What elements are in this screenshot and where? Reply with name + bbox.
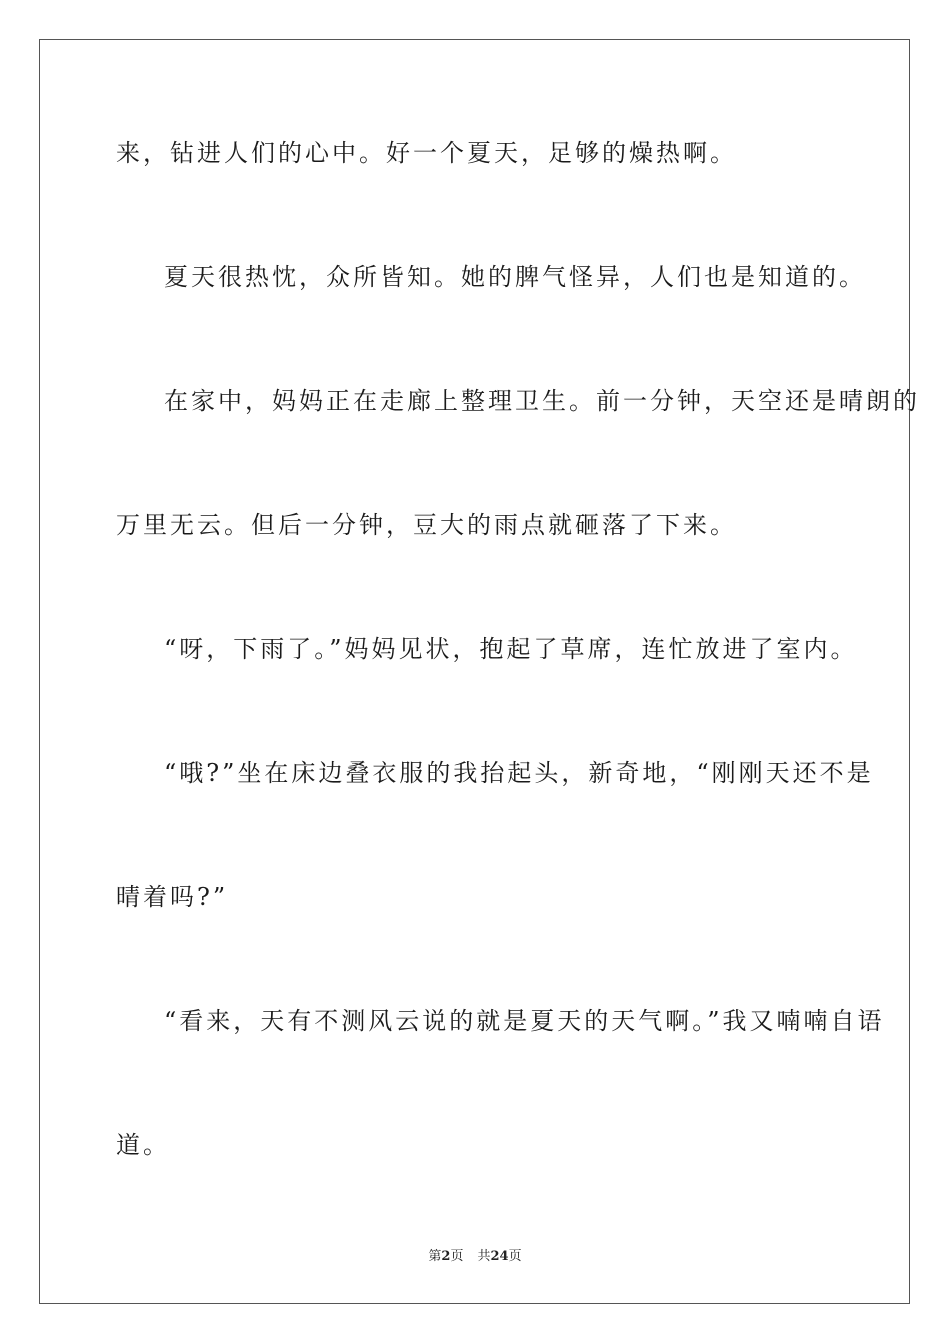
page-number: 2 — [441, 1249, 451, 1264]
paragraph-6-line-2: 道。 — [116, 1131, 170, 1159]
text-line-1: 来，钻进人们的心中。好一个夏天，足够的燥热啊。 — [116, 139, 737, 167]
paragraph-5-line-1: “哦?”坐在床边叠衣服的我抬起头，新奇地，“刚刚天还不是 — [164, 759, 874, 787]
paragraph-3-line-2: 万里无云。但后一分钟，豆大的雨点就砸落了下来。 — [116, 511, 737, 539]
total-prefix: 共 — [477, 1249, 491, 1264]
total-pages: 24 — [490, 1249, 509, 1264]
paragraph-3-line-1: 在家中，妈妈正在走廊上整理卫生。前一分钟，天空还是晴朗的 — [164, 387, 920, 415]
total-suffix: 页 — [508, 1249, 522, 1264]
page-footer — [0, 1248, 950, 1266]
paragraph-2: 夏天很热忱，众所皆知。她的脾气怪异，人们也是知道的。 — [164, 263, 866, 291]
page-suffix: 页 — [450, 1249, 464, 1264]
paragraph-4: “呀，下雨了。”妈妈见状，抱起了草席，连忙放进了室内。 — [164, 635, 858, 663]
page-frame — [39, 39, 910, 1304]
paragraph-5-line-2: 晴着吗?” — [116, 883, 229, 911]
paragraph-6-line-1: “看来，天有不测风云说的就是夏天的天气啊。”我又喃喃自语 — [164, 1007, 885, 1035]
page-prefix: 第 — [428, 1249, 442, 1264]
